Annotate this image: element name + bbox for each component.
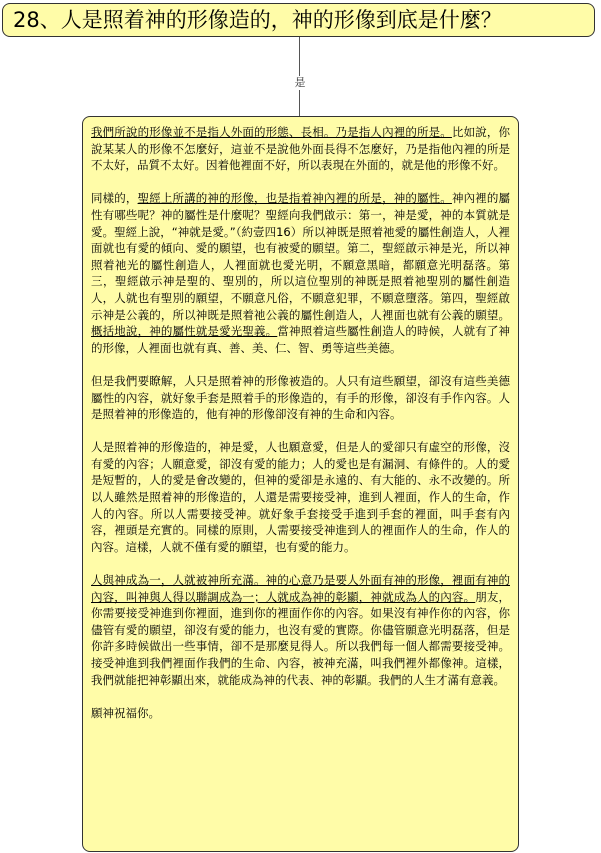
body-text: 同樣的， xyxy=(91,191,138,206)
emphasized-text: 概括地說，神的屬性就是愛光聖義。 xyxy=(91,324,278,339)
body-text: 神內裡的屬性有哪些呢？神的屬性是什麼呢？聖經向我們啟示：第一，神是愛，神的本質就是愛。聖經上說，“神就是愛。”（約壹四16）所以神既是照着祂愛的屬性創造人，人裡面就也有愛的傾向、愛的願望，也有被愛的願望。第二，聖經啟示神是光，所以神照着祂光的屬性創造人，人裡面就也愛光明，不願意黑暗，都願意光明磊落。第三，聖經啟示神是聖的、聖別的，所以這位聖別的神既是照着祂聖別的屬性創造人，人就也有聖別的願望，不願意凡俗，不願意犯罪，不願意墮落。第四，聖經啟示神是公義的，所以神既是照着祂公義的屬性創造人，人裡面也就有公義的願望。 xyxy=(91,191,511,322)
answer-paragraph xyxy=(91,373,510,423)
emphasized-text: 我們所說的形像並不是指人外面的形態、長相。乃是指人內裡的所是。 xyxy=(91,125,452,139)
body-text: 願神祝福你。 xyxy=(91,705,160,720)
emphasized-text: 聖經上所講的神的形像，也是指着神內裡的所是，神的屬性。 xyxy=(137,191,452,206)
body-text: 比如說，你說某某人的形像不怎麼好，這並不是說他外面長得不怎麼好，乃是指他內裡的所是不太好，品質不太好。因着他裡面不好，所以表現在外面的，就是他的形像不好。 xyxy=(91,125,511,173)
body-text: 人是照着神的形像造的，神是愛，人也願意愛，但是人的愛卻只有虛空的形像，沒有愛的內容；人願意愛，卻沒有愛的能力；人的愛也是有漏洞、有條件的。人的愛是短暫的，人的愛是會改變的，但神的愛卻是永遠的、有大能的、永不改變的。所以人雖然是照着神的形像造的，人還是需要接受神，進到人裡面，作人的生命，作人的內容。所以人需要接受神。就好象手套接受手進到手套的裡面，叫手套有內容，裡頭是充實的。同樣的原則，人需要接受神進到人的裡面作人的生命，作人的內容。這樣，人就不僅有愛的願望，也有愛的能力。 xyxy=(91,440,510,554)
body-text: 當神照着這些屬性創造人的時候，人就有了神的形像，人裡面也就有真、善、美、仁、智、勇等這些美德。 xyxy=(91,324,511,355)
answer-paragraph xyxy=(91,439,510,555)
title-text: 28、人是照着神的形像造的，神的形像到底是什麼？ xyxy=(13,8,502,32)
connector-line-bottom xyxy=(299,90,300,116)
answer-node xyxy=(82,116,519,852)
edge-label: 是 xyxy=(291,76,309,90)
body-text: 但是我們要瞭解，人只是照着神的形像被造的。人只有這些願望，卻沒有這些美德屬性的內容，就好象手套是照着手的形像造的，有手的形像，卻沒有手作內容。人是照着神的形像造的，他有神的形像卻沒有神的生命和內容。 xyxy=(91,373,510,422)
answer-paragraph xyxy=(91,705,510,722)
emphasized-text: 人與神成為一，人就被神所充滿。神的心意乃是要人外面有神的形像，裡面有神的內容，叫神與人得以聯調成為一；人就成為神的彰顯，神就成為人的內容。 xyxy=(91,573,510,604)
answer-paragraph xyxy=(91,572,510,688)
answer-paragraph xyxy=(91,190,510,356)
body-text: 朋友，你需要接受神進到你裡面，進到你的裡面作你的內容。如果沒有神作你的內容，你儘管有愛的願望，卻沒有愛的能力，也沒有愛的實際。你儘管願意光明磊落，但是你許多時候做出一些事情，卻不是那麼見得人。所以我們每一個人都需要接受神。接受神進到我們裡面作我們的生命、內容，被神充滿，叫我們裡外都像神。這樣，我們就能把神彰顯出來，就能成為神的代表、神的彰顯。我們的人生才滿有意義。 xyxy=(91,589,511,687)
answer-paragraph xyxy=(91,124,510,174)
connector-line-top xyxy=(299,37,300,76)
title-node xyxy=(2,3,595,37)
